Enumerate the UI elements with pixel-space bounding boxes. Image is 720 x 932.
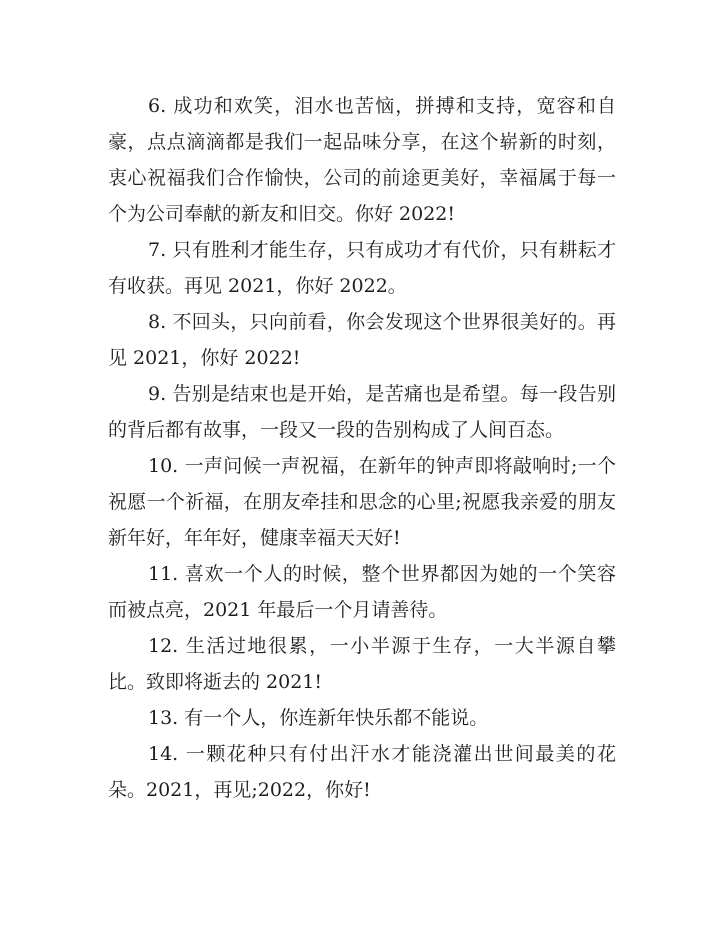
document-body: [108, 88, 616, 808]
paragraph-9: 9. 告别是结束也是开始，是苦痛也是希望。每一段告别的背后都有故事，一段又一段的告别构成了人间百态。: [108, 383, 616, 441]
paragraph-12: 12. 生活过地很累，一小半源于生存，一大半源自攀比。致即将逝去的 2021!: [108, 635, 616, 693]
paragraph-7: 7. 只有胜利才能生存，只有成功才有代价，只有耕耘才有收获。再见 2021，你好 2022。: [108, 239, 616, 297]
paragraph-10: 10. 一声问候一声祝福，在新年的钟声即将敲响时;一个祝愿一个祈福，在朋友牵挂和思念的心里;祝愿我亲爱的朋友新年好，年年好，健康幸福天天好!: [108, 455, 616, 549]
paragraph-14: 14. 一颗花种只有付出汗水才能浇灌出世间最美的花朵。2021，再见;2022，你好!: [108, 743, 616, 801]
paragraph-11: 11. 喜欢一个人的时候，整个世界都因为她的一个笑容而被点亮，2021 年最后一个月请善待。: [108, 563, 616, 621]
paragraph-6: 6. 成功和欢笑，泪水也苦恼，拼搏和支持，宽容和自豪，点点滴滴都是我们一起品味分享，在这个崭新的时刻，衷心祝福我们合作愉快，公司的前途更美好，幸福属于每一个为公司奉献的新友和旧交。你好 2022!: [108, 95, 616, 225]
paragraph-13: 13. 有一个人，你连新年快乐都不能说。: [148, 707, 489, 729]
paragraph-8: 8. 不回头，只向前看，你会发现这个世界很美好的。再见 2021，你好 2022!: [108, 311, 616, 369]
